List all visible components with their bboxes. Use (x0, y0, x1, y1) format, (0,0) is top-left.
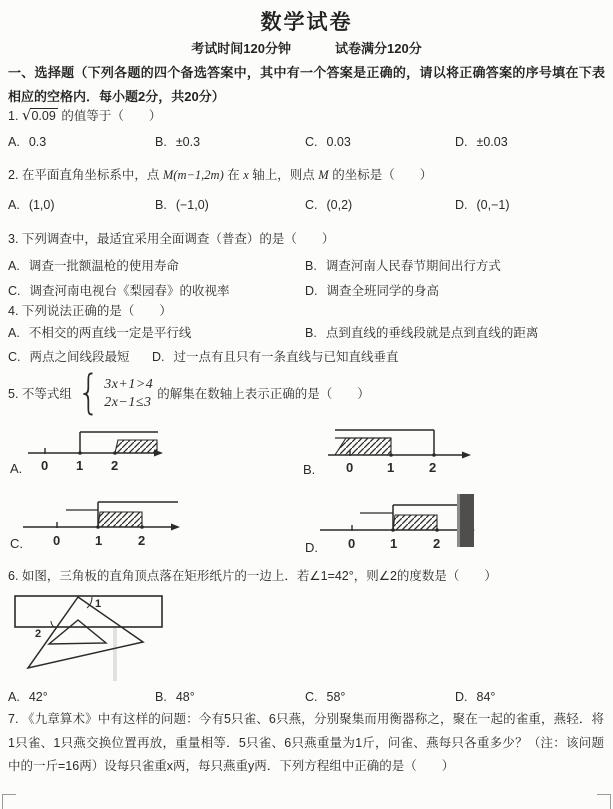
scan-smudge (113, 626, 117, 681)
option-value: 调查一批额温枪的使用寿命 (28, 259, 179, 273)
q4-option-d (152, 347, 399, 365)
exam-meta (0, 38, 613, 57)
option-value: (1,0) (28, 198, 55, 212)
option-value: ±0.03 (476, 135, 508, 149)
q4-stem: 4. 下列说法正确的是（ ） (8, 304, 172, 318)
inner-triangle-hole (49, 620, 106, 644)
option-label: A. (8, 259, 20, 273)
radicand: 0.09 (31, 109, 56, 123)
tick-label-2: 2 (138, 533, 146, 548)
q3-stem: 3. 下列调查中，最适宜采用全面调查（普查）的是（ ） (8, 232, 335, 246)
hatched-region (335, 438, 391, 455)
axis-arrow-icon (462, 452, 471, 459)
q4-option-a (8, 323, 191, 341)
sqrt-expression (21, 106, 61, 124)
q3-option-d (305, 281, 439, 299)
option-value: 不相交的两直线一定是平行线 (28, 326, 192, 340)
angle-2-arc (51, 621, 54, 627)
q2-option-a (8, 198, 55, 212)
q2-text-4: 的坐标是（ ） (332, 168, 433, 182)
table-corner-right (597, 794, 611, 809)
option-label: C. (8, 284, 21, 298)
option-label: A. (8, 135, 20, 149)
q1-option-b (155, 135, 200, 149)
scan-artifact-edge (457, 494, 460, 547)
tick-label-0: 0 (53, 533, 61, 548)
q7-stem: 7. 《九章算术》中有这样的问题：今有5只雀、6只燕，分别聚集而用衡器称之，聚在一起的雀重，燕轻．将1只雀、1只燕交换位置再放，重量相等．5只雀、6只燕重量为1斤，问雀、燕每只各重多少？（注：该问题中的一斤=16两）设每只雀重x两，每只燕重y两．下列方程组中正确的是（ ） (8, 712, 604, 773)
option-label: A. (8, 326, 20, 340)
section-header: 一、选择题（下列各题的四个备选答案中，其中有一个答案是正确的，请以将正确答案的序号填在下表相应的空格内．每小题2分，共20分） (8, 65, 605, 104)
option-label: B. (305, 326, 317, 340)
q1-option-d (455, 135, 508, 149)
option-value: 调查河南电视台《梨园春》的收视率 (29, 284, 230, 298)
option-label: C. (8, 350, 21, 364)
table-corner-left (2, 794, 16, 809)
q2-text-2: 在 (227, 168, 240, 182)
option-value: 调查河南人民春节期间出行方式 (325, 259, 501, 273)
angle-2-label: 2 (35, 628, 42, 640)
option-label: C. (305, 198, 318, 212)
q2-math-point: M(m−1,2m) (162, 168, 224, 182)
hatched-region (98, 512, 142, 527)
option-value: 0.03 (326, 135, 351, 149)
q1-stem-text: 的值等于（ ） (61, 109, 162, 123)
q2-text-3: 轴上，则点 (252, 168, 315, 182)
option-value: (0,2) (326, 198, 353, 212)
q2-text-1: 2. 在平面直角坐标系中，点 (8, 168, 160, 182)
tick-label-1: 1 (95, 533, 103, 548)
q5-label-d: D. (305, 540, 318, 555)
option-value: 42° (28, 690, 48, 704)
point-2 (113, 451, 117, 455)
tick-label-2: 2 (433, 536, 441, 551)
option-value: 58° (326, 690, 346, 704)
q6-option-d (455, 690, 495, 704)
q4-option-c (8, 347, 130, 365)
option-value: 过一点有且只有一条直线与已知直线垂直 (173, 350, 399, 364)
option-value: 调查全班同学的身高 (326, 284, 440, 298)
option-label: D. (305, 284, 318, 298)
inequality-1: 3x+1>4 (104, 377, 154, 392)
q3-option-b (305, 256, 501, 274)
q6-option-c (305, 690, 345, 704)
exam-time-label: 考试时间120分钟 (191, 41, 291, 56)
option-label: C. (305, 690, 318, 704)
q3-option-a (8, 256, 179, 274)
point-1 (78, 451, 82, 455)
angle-1-label: 1 (95, 598, 102, 610)
q6-option-b (155, 690, 195, 704)
page-title: 数学试卷 (260, 11, 353, 34)
q1-option-c (305, 135, 351, 149)
option-label: B. (155, 135, 167, 149)
tick-label-2: 2 (429, 460, 437, 475)
q2-stem (8, 167, 432, 184)
tick-label-2: 2 (111, 458, 119, 473)
q5-diagram-a (20, 424, 170, 476)
q2-math-x: x (243, 168, 249, 182)
q5-label-c: C. (10, 536, 23, 551)
q6-option-a (8, 690, 48, 704)
q1-option-a (8, 135, 46, 149)
q5-stem (8, 366, 370, 422)
tick-label-1: 1 (390, 536, 398, 551)
q1-stem (8, 107, 161, 125)
option-label: D. (455, 198, 468, 212)
point-1 (389, 453, 393, 457)
option-value: 两点之间线段最短 (29, 350, 130, 364)
q2-option-b (155, 198, 209, 212)
option-value: 点到直线的垂线段就是点到直线的距离 (325, 326, 539, 340)
tick-label-0: 0 (348, 536, 356, 551)
inequality-system (104, 376, 153, 412)
option-label: B. (155, 198, 167, 212)
full-score-label: 试卷满分120分 (335, 41, 422, 56)
q5-diagram-b (298, 424, 483, 476)
option-value: 48° (175, 690, 195, 704)
tick-label-0: 0 (41, 458, 49, 473)
point-1 (391, 528, 395, 532)
option-value: 84° (476, 690, 496, 704)
option-label: D. (152, 350, 165, 364)
q5-prefix: 5. 不等式组 (8, 386, 72, 401)
option-value: (−1,0) (175, 198, 209, 212)
radical-sign: √ (21, 106, 32, 124)
point-2 (140, 525, 144, 529)
option-label: D. (455, 690, 468, 704)
tick-label-0: 0 (346, 460, 354, 475)
hatched-region (393, 515, 437, 530)
option-value: ±0.3 (175, 135, 201, 149)
option-label: A. (8, 198, 20, 212)
q5-suffix: 的解集在数轴上表示正确的是（ ） (157, 386, 370, 401)
q5-label-a: A. (10, 461, 23, 476)
point-2 (435, 528, 439, 532)
outer-triangle (28, 597, 143, 668)
q3-option-c (8, 281, 230, 299)
option-value: 0.3 (28, 135, 47, 149)
axis-arrow-icon (171, 524, 180, 531)
scan-artifact-strip (460, 494, 474, 547)
hatched-region (115, 440, 157, 453)
option-label: D. (455, 135, 468, 149)
q4-option-b (305, 323, 538, 341)
q1-number: 1. (8, 109, 19, 123)
point-1 (96, 525, 100, 529)
q6-stem: 6. 如图，三角板的直角顶点落在矩形纸片的一边上．若∠1=42°，则∠2的度数是（ ） (8, 569, 497, 583)
inequality-2: 2x−1≤3 (104, 395, 152, 410)
q5-diagram-c (8, 494, 198, 552)
q2-option-d (455, 198, 510, 212)
option-label: A. (8, 690, 20, 704)
q5-label-b: B. (303, 462, 316, 477)
rectangle-paper (15, 596, 162, 627)
q6-figure (8, 588, 178, 683)
tick-label-1: 1 (76, 458, 84, 473)
option-label: B. (155, 690, 167, 704)
tick-label-1: 1 (387, 460, 395, 475)
brace-symbol: { (77, 365, 100, 419)
option-label: C. (305, 135, 318, 149)
q5-diagram-d (300, 494, 490, 552)
q2-math-m: M (318, 168, 329, 182)
axis-arrow-icon (154, 450, 163, 457)
point-2 (432, 453, 436, 457)
q2-option-c (305, 198, 352, 212)
option-value: (0,−1) (476, 198, 510, 212)
option-label: B. (305, 259, 317, 273)
